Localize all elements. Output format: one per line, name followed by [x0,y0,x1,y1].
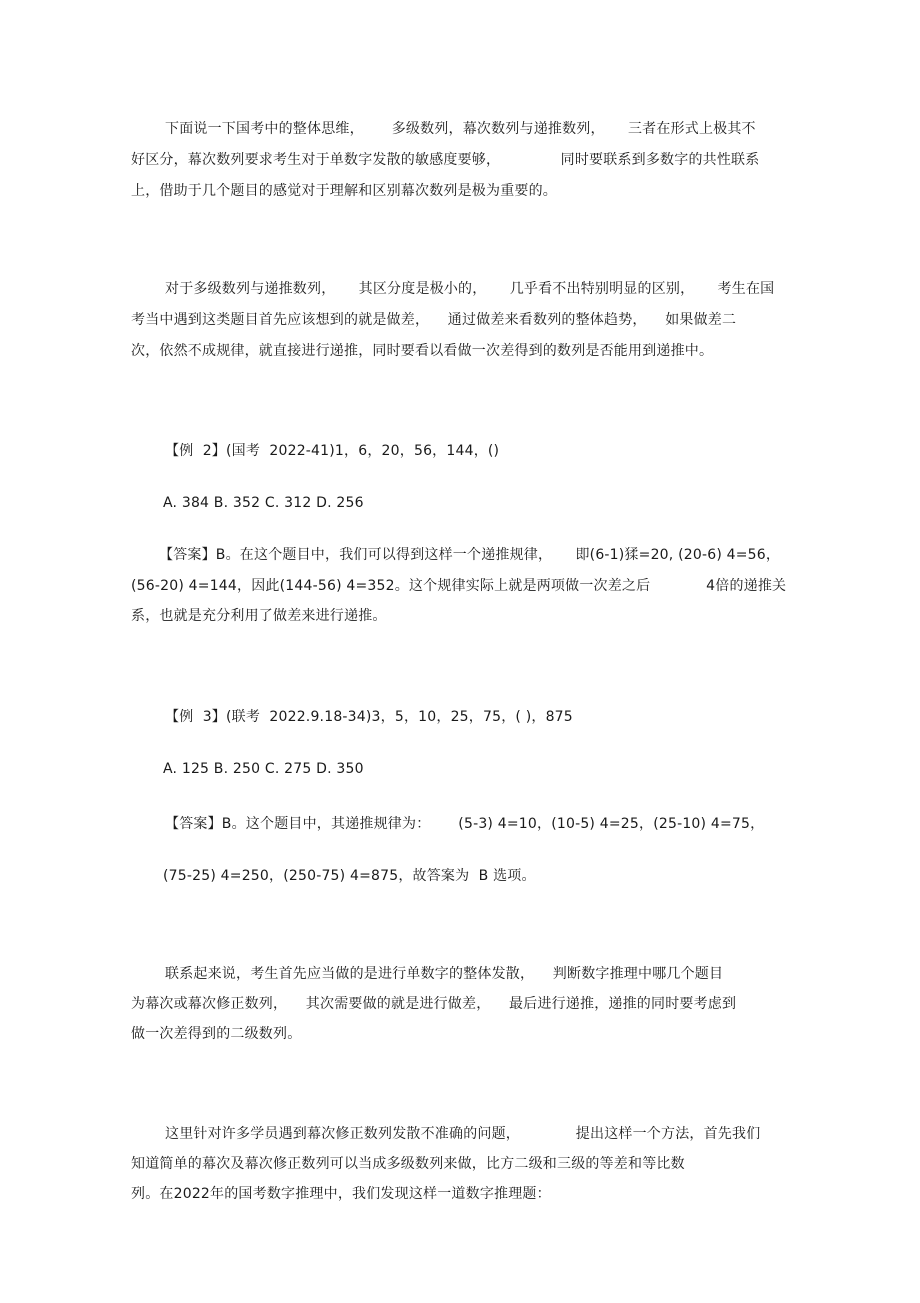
paragraph-line: 知道简单的幕次及幕次修正数列可以当成多级数列来做，比方二级和三级的等差和等比数 [131,1156,685,1172]
paragraph-line: 好区分，幕次数列要求考生对于单数字发散的敏感度要够， 同时要联系到多数字的共性联系 [131,152,760,168]
paragraph-line: 列。在2022年的国考数字推理中，我们发现这样一道数字推理题： [131,1186,551,1202]
paragraph-line: 次，依然不成规律，就直接进行递推，同时要看以看做一次差得到的数列是否能用到递推中。 [131,343,714,359]
paragraph-line: 下面说一下国考中的整体思维， 多级数列，幕次数列与递推数列， 三者在形式上极其不 [165,121,756,137]
paragraph-line: 为幕次或幕次修正数列， 其次需要做的就是进行做差， 最后进行递推，递推的同时要考虑到 [131,996,737,1012]
example-options: A. 384 B. 352 C. 312 D. 256 [163,495,364,511]
paragraph-line: 做一次差得到的二级数列。 [131,1026,302,1042]
paragraph-line: 这里针对许多学员遇到幕次修正数列发散不准确的问题， 提出这样一个方法，首先我们 [165,1126,761,1142]
paragraph-line: 联系起来说，考生首先应当做的是进行单数字的整体发散， 判断数字推理中哪几个题目 [165,966,724,982]
example-answer-line: 【答案】B。在这个题目中，我们可以得到这样一个递推规律， 即(6-1)猱=20, (20-6) 4=56， [159,547,781,563]
example-answer-line: (56-20) 4=144，因此(144-56) 4=352。这个规律实际上就是两项做一次差之后 4倍的递推关 [131,578,787,594]
example-options: A. 125 B. 250 C. 275 D. 350 [163,761,364,777]
example-question: 【例 3】(联考 2022.9.18-34)3，5，10，25，75，( )，875 [165,709,573,725]
paragraph-line: 对于多级数列与递推数列， 其区分度是极小的， 几乎看不出特别明显的区别， 考生在国 [165,281,775,297]
example-answer-line: (75-25) 4=250，(250-75) 4=875，故答案为 B 选项。 [163,868,536,884]
example-answer-line: 系，也就是充分利用了做差来进行递推。 [131,608,387,624]
example-answer-line: 【答案】B。这个题目中，其递推规律为： (5-3) 4=10，(10-5) 4=25，(25-10) 4=75， [165,816,765,832]
paragraph-line: 考当中遇到这类题目首先应该想到的就是做差， 通过做差来看数列的整体趋势， 如果做差二 [131,312,737,328]
paragraph-line: 上，借助于几个题目的感觉对于理解和区别幕次数列是极为重要的。 [131,183,557,199]
example-question: 【例 2】(国考 2022-41)1，6，20，56，144，() [165,443,500,459]
